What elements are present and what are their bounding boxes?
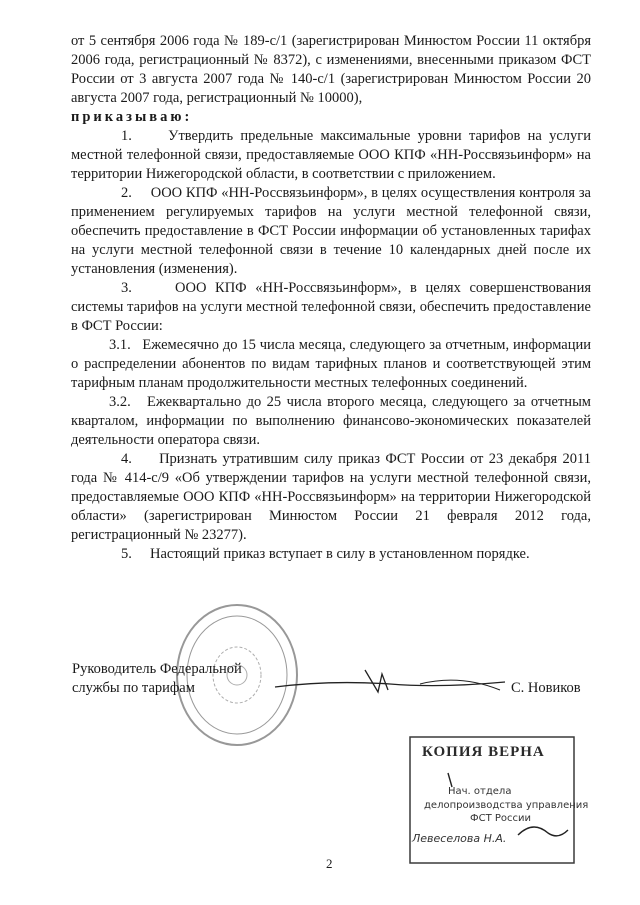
stamp-line-3: ФСТ России [470,813,532,824]
paragraph-5: 5. Настоящий приказ вступает в силу в установленном порядке. [121,546,530,562]
signatory-position [72,660,242,698]
signatory-position-line-2: службы по тарифам [72,680,195,696]
paragraph-3: 3. ООО КПФ «НН-Россвязьинформ», в целях совершенствования системы тарифов на услуги местной телефонной связи, обеспечить предоставление в ФСТ России: [71,280,591,334]
stamp-line-2: делопроизводства управления [424,800,589,811]
intro-paragraph [71,32,591,127]
paragraph-2: 2. ООО КПФ «НН-Россвязьинформ», в целях осуществления контроля за применением регулируемых тарифов на услуги местной телефонной связи, обеспечить предоставление в ФСТ России информации об установленных тарифах на услуги местной телефонной связи в течение 10 календарных дней после их установления (изменения). [71,185,591,277]
prikazyvayu-label: приказываю: [71,109,193,125]
paragraph-3-1: 3.1. Ежемесячно до 15 числа месяца, следующего за отчетным, информации о распределении абонентов по видам тарифных планов и соответствующей этим тарифным планам продолжительности местных телефонных соединений. [71,337,591,391]
stamp-line-1: Нач. отдела [448,786,512,797]
signatory-position-line-1: Руководитель Федеральной [72,661,242,677]
paragraph-1: 1. Утвердить предельные максимальные уровни тарифов на услуги местной телефонной связи, предоставляемые ООО КПФ «НН-Россвязьинформ» на территории Нижегородской области, в соответствии с приложением. [71,128,591,182]
handwritten-signature [270,662,510,702]
document-body [71,32,591,564]
stamp-title: КОПИЯ ВЕРНА [422,744,545,760]
intro-text: от 5 сентября 2006 года № 189-с/1 (зарегистрирован Минюстом России 11 октября 2006 года, регистрационный № 8372), с изменениями, внесенными приказом ФСТ России от 3 августа 2007 года № 140-с/1 (зарегистрирован Минюстом России 20 августа 2007 года, регистрационный № 10000), [71,33,591,106]
signatory-name: С. Новиков [511,680,581,696]
paragraph-3-2: 3.2. Ежеквартально до 25 числа второго месяца, следующего за отчетным кварталом, информации по выполнению финансово-экономических показателей деятельности оператора связи. [71,394,591,448]
page-number: 2 [326,856,333,871]
paragraph-4: 4. Признать утратившим силу приказ ФСТ России от 23 декабря 2011 года № 414-с/9 «Об утверждении тарифов на услуги местной телефонной связи, предоставляемые ООО КПФ «НН-Россвязьинформ» на территории Нижегородской области» (зарегистрирован Минюстом России 21 февраля 2012 года, регистрационный № 23277). [71,451,591,543]
stamp-signer: Левеселова Н.А. [412,832,507,845]
